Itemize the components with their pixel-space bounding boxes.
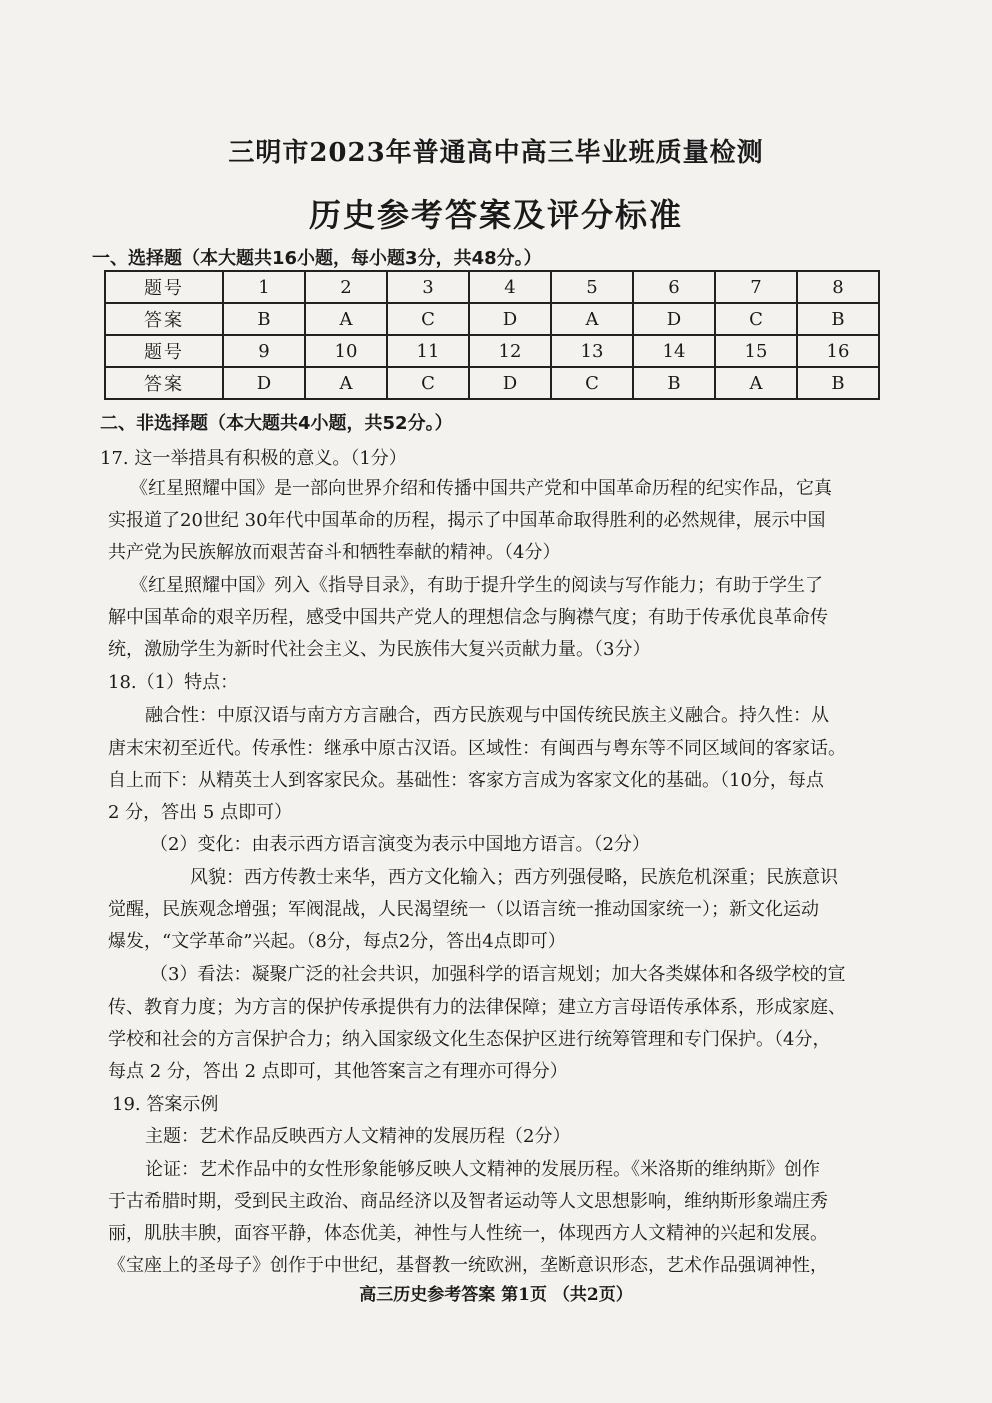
answer-line: 每点 2 分，答出 2 点即可，其他答案言之有理亦可得分） [108,1061,568,1082]
table-cell: A [551,303,633,335]
row-label: 答案 [105,303,223,335]
table-cell: 5 [551,271,633,303]
row-label: 题号 [105,271,223,303]
answer-line: （3）看法：凝聚广泛的社会共识，加强科学的语言规划；加大各类媒体和各级学校的宣 [150,964,846,985]
table-row [105,335,879,367]
section-2-heading: 二、非选择题（本大题共4小题，共52分。） [100,413,453,434]
table-row [105,367,879,399]
answer-line: 19. 答案示例 [112,1094,219,1115]
table-cell: C [715,303,797,335]
answer-line: 爆发，“文学革命”兴起。（8分，每点2分，答出4点即可） [108,931,566,952]
table-cell: B [797,367,879,399]
answer-line: 实报道了20世纪 30年代中国革命的历程，揭示了中国革命取得胜利的必然规律，展示中国 [108,510,826,531]
table-cell: D [469,303,551,335]
answer-table [104,270,880,400]
table-cell: D [223,367,305,399]
table-row [105,303,879,335]
answer-line: 解中国革命的艰辛历程，感受中国共产党人的理想信念与胸襟气度；有助于传承优良革命传 [108,607,828,628]
row-label: 题号 [105,335,223,367]
table-cell: C [387,367,469,399]
answer-line: 18.（1）特点： [108,672,239,693]
table-cell: B [633,367,715,399]
table-cell: 2 [305,271,387,303]
table-cell: 11 [387,335,469,367]
document-title: 历史参考答案及评分标准 [308,196,683,234]
table-cell: D [633,303,715,335]
table-cell: 9 [223,335,305,367]
answer-line: 丽，肌肤丰腴，面容平静，体态优美，神性与人性统一，体现西方人文精神的兴起和发展。 [108,1223,828,1244]
table-cell: 1 [223,271,305,303]
table-cell: 15 [715,335,797,367]
table-cell: A [305,367,387,399]
table-cell: 7 [715,271,797,303]
table-row [105,271,879,303]
exam-title: 三明市2023年普通高中高三毕业班质量检测 [228,138,764,168]
table-cell: 12 [469,335,551,367]
answer-line: 《宝座上的圣母子》创作于中世纪，基督教一统欧洲，垄断意识形态，艺术作品强调神性， [108,1255,828,1276]
answer-line: 于古希腊时期，受到民主政治、商品经济以及智者运动等人文思想影响，维纳斯形象端庄秀 [108,1191,828,1212]
answer-line: 2 分，答出 5 点即可） [108,802,293,823]
answer-line: 融合性：中原汉语与南方方言融合，西方民族观与中国传统民族主义融合。持久性：从 [145,705,829,726]
table-cell: C [551,367,633,399]
answer-line: 论证：艺术作品中的女性形象能够反映人文精神的发展历程。《米洛斯的维纳斯》创作 [145,1159,820,1180]
answer-line: 传、教育力度；为方言的保护传承提供有力的法律保障；建立方言母语传承体系，形成家庭、 [108,997,846,1018]
answer-line: 学校和社会的方言保护合力；纳入国家级文化生态保护区进行统筹管理和专门保护。（4分， [108,1029,831,1050]
table-cell: 8 [797,271,879,303]
table-cell: 16 [797,335,879,367]
answer-line: 自上而下：从精英士人到客家民众。基础性：客家方言成为客家文化的基础。（10分，每点 [108,770,824,791]
table-cell: 14 [633,335,715,367]
table-cell: A [715,367,797,399]
row-label: 答案 [105,367,223,399]
table-cell: 4 [469,271,551,303]
table-cell: 10 [305,335,387,367]
answer-line: 主题：艺术作品反映西方人文精神的发展历程（2分） [145,1126,571,1147]
table-cell: B [223,303,305,335]
answer-line: 觉醒，民族观念增强；军阀混战，人民渴望统一（以语言统一推动国家统一）；新文化运动 [108,899,819,920]
answer-line: 风貌：西方传教士来华，西方文化输入；西方列强侵略，民族危机深重；民族意识 [190,867,838,888]
page-footer: 高三历史参考答案 第1页 （共2页） [359,1285,633,1305]
table-cell: B [797,303,879,335]
table-cell: 3 [387,271,469,303]
answer-line: （2）变化：由表示西方语言演变为表示中国地方语言。（2分） [150,834,650,855]
answer-line: 《红星照耀中国》是一部向世界介绍和传播中国共产党和中国革命历程的纪实作品，它真 [130,478,832,499]
table-cell: C [387,303,469,335]
answer-line: 统，激励学生为新时代社会主义、为民族伟大复兴贡献力量。（3分） [108,639,651,660]
answer-line: 唐末宋初至近代。传承性：继承中原古汉语。区域性：有闽西与粤东等不同区域间的客家话。 [108,738,846,759]
table-cell: D [469,367,551,399]
table-cell: 6 [633,271,715,303]
table-cell: 13 [551,335,633,367]
answer-line: 共产党为民族解放而艰苦奋斗和牺牲奉献的精神。（4分） [108,542,561,563]
section-1-heading: 一、选择题（本大题共16小题，每小题3分，共48分。） [92,248,542,269]
answer-line: 17. 这一举措具有积极的意义。（1分） [100,448,407,469]
answer-line: 《红星照耀中国》列入《指导目录》，有助于提升学生的阅读与写作能力；有助于学生了 [130,575,823,596]
table-cell: A [305,303,387,335]
